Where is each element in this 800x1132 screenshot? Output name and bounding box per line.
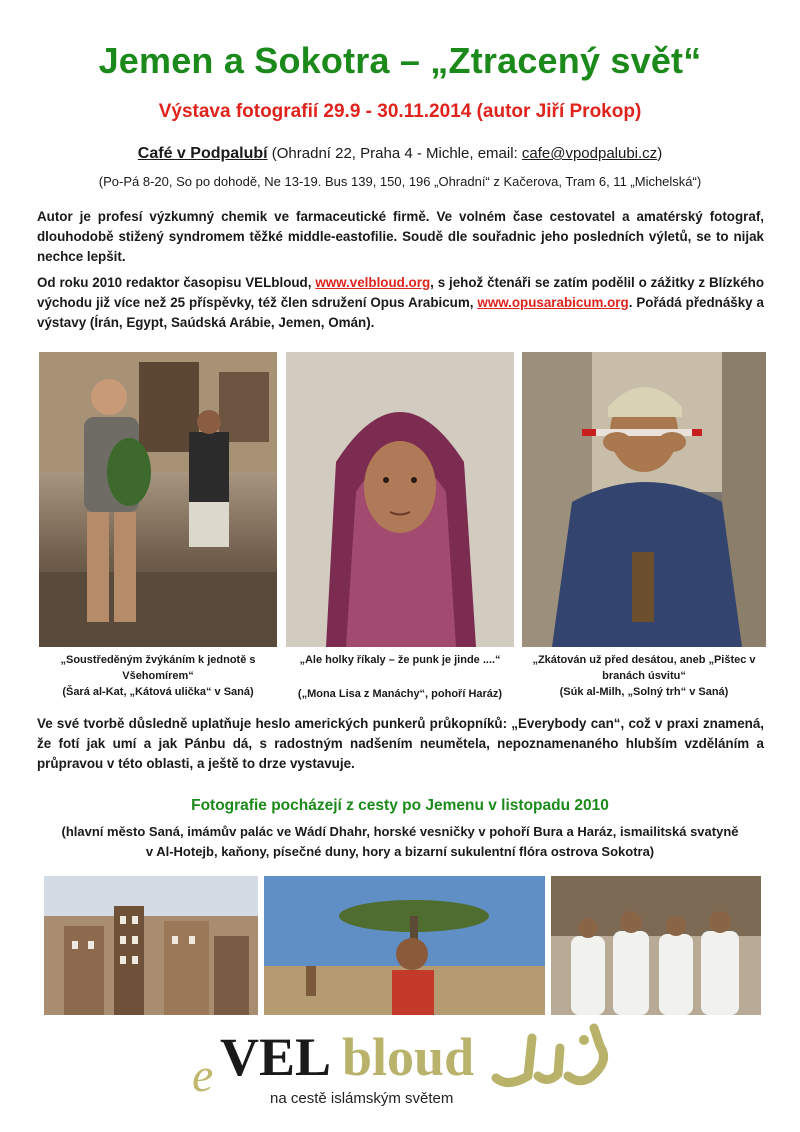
venue-line <box>0 145 800 163</box>
exhibition-subtitle: Výstava fotografií 29.9 - 30.11.2014 (autor Jiří Prokop) <box>158 101 642 122</box>
trip-title: Fotografie pocházejí z cesty po Jemenu v listopadu 2010 <box>191 797 609 814</box>
caption-location: (Šará al-Kat, „Kátová ulička“ v Saná) <box>62 686 254 698</box>
logo-tagline: na cestě islámským světem <box>270 1090 454 1107</box>
caption-title: „Zkátován už před desátou, aneb „Pištec v branách úsvitu“ <box>532 654 756 682</box>
caption-title: „Ale holky říkaly – že punk je jinde ....“ <box>299 654 501 666</box>
photo-caption-3 <box>522 652 766 700</box>
editor-text-a: Od roku 2010 redaktor časopisu VELbloud, <box>37 275 316 290</box>
caption-location: (Súk al-Milh, „Solný trh“ v Saná) <box>559 686 729 698</box>
logo-e: e <box>192 1049 214 1102</box>
logo-bloud: bloud <box>342 1027 475 1087</box>
photo-caption-1 <box>39 652 277 700</box>
venue-address: (Ohradní 22, Praha 4 - Michle, email: <box>267 145 522 162</box>
photo-khat-street <box>39 352 277 647</box>
editor-text-c: . Pořádá přednášky a výstavy (Írán, Egypt, Saúdská Arábie, Jemen, Omán). <box>37 295 764 330</box>
venue-close-paren: ) <box>657 145 663 162</box>
trip-details: (hlavní město Saná, imámův palác ve Wádí Dhahr, horské vesničky v pohoří Bura a Haráz, ismailitská svatyně v Al-Hotejb, kaňony, písečné duny, hory a bizarní sukulentní flóra ostrova Sokotra) <box>61 824 739 859</box>
page-title: Jemen a Sokotra – „Ztracený svět“ <box>98 40 702 81</box>
logo-vel: VEL <box>220 1027 332 1087</box>
caption-location: („Mona Lisa z Manáchy“, pohoří Haráz) <box>297 688 503 700</box>
photo-sanaa-towers <box>44 876 258 1015</box>
author-bio-paragraph: Autor je profesí výzkumný chemik ve farmaceutické firmě. Ve volném čase cestovatel a amatérský fotograf, dlouhodobě stižený syndromem těžké middle-eastofilie. Soudě dle souřadnic jeho posledních výletů, se to nijak nechce lepšit. <box>37 209 764 264</box>
caption-title: „Soustředěným žvýkáním k jednotě s Všehomírem“ <box>60 654 256 682</box>
photo-caption-2 <box>286 652 514 702</box>
photo-dragon-tree-boy <box>264 876 545 1015</box>
arabic-calligraphy-icon <box>488 1018 618 1098</box>
photo-elders-white <box>551 876 761 1015</box>
author-editor-paragraph <box>37 273 764 333</box>
philosophy-paragraph: Ve své tvorbě důsledně uplatňuje heslo amerických punkerů průkopníků: „Everybody can“, což v praxi znamená, že fotí jak umí a jak Pánbu dá, s radostným nadšením neumětela, nepoznamenaného hlubším vzděláním a průpravou v této oblasti, a ještě to drze vystavuje. <box>37 716 764 771</box>
opening-hours: (Po-Pá 8-20, So po dohodě, Ne 13-19. Bus 139, 150, 196 „Ohradní“ z Kačerova, Tram 6, 11 „Michelská“) <box>98 174 702 189</box>
velbloud-link[interactable]: www.velbloud.org <box>315 275 431 290</box>
photo-mona-lisa <box>286 352 514 647</box>
venue-name: Café v Podpalubí <box>137 145 268 162</box>
editor-text-b: , s jehož čtenáři se zatím podělil o zážitky z Blízkého východu již více než 25 příspěvky, též člen sdružení Opus Arabicum, <box>37 275 765 310</box>
opusarabicum-link[interactable]: www.opusarabicum.org <box>477 295 629 310</box>
venue-email-link[interactable]: cafe@vpodpalubi.cz <box>521 145 658 162</box>
photo-flute-player <box>522 352 766 647</box>
velbloud-logo <box>190 1018 620 1118</box>
